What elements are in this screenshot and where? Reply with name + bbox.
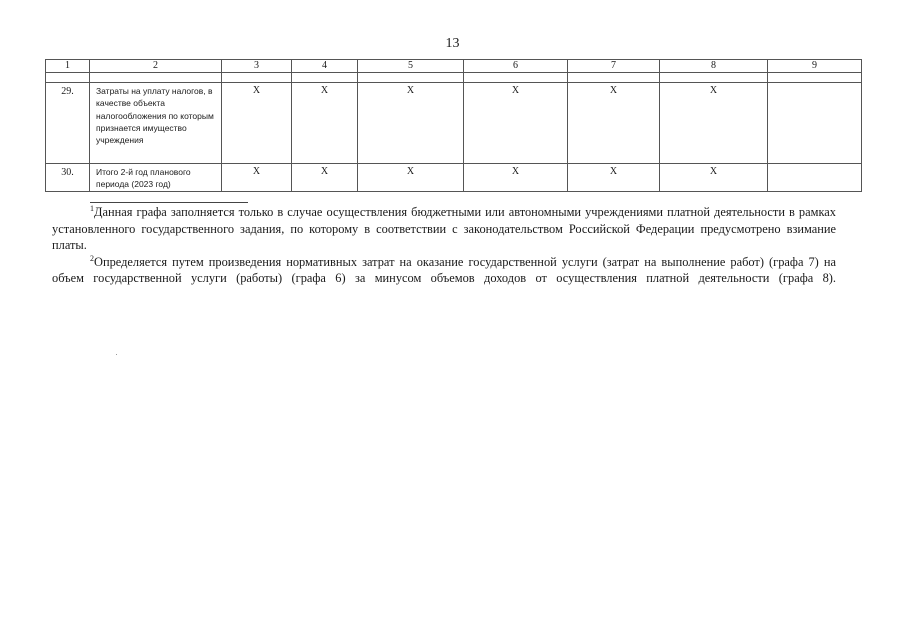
- row-number: 30.: [46, 164, 90, 192]
- column-number-row: [46, 60, 862, 73]
- footnote-text: Данная графа заполняется только в случае осуществления бюджетными или автономными учреждениями платной деятельности в рамках установленного государственного задания, по которому в соответствии с законодательством Российской Федерации предусмотрено взимание платы.: [52, 205, 836, 252]
- table-cell: Х: [568, 83, 660, 164]
- table-cell: [768, 164, 862, 192]
- footnote-text: Определяется путем произведения нормативных затрат на оказание государственной услуги (затрат на выполнение работ) (графа 7) на объем государственной услуги (работы) (графа 6) за минусом объемов доходов от осуществления платной деятельности (графа 8).: [52, 254, 836, 285]
- table-cell: Х: [660, 83, 768, 164]
- table-cell: Х: [464, 83, 568, 164]
- table-cell: Х: [292, 164, 358, 192]
- table-cell: Х: [568, 164, 660, 192]
- row-name: Итого 2-й год планового периода (2023 год): [90, 164, 222, 192]
- table-cell: Х: [464, 164, 568, 192]
- row-name: Затраты на уплату налогов, в качестве объекта налогообложения по которым признается имущество учреждения: [90, 83, 222, 164]
- row-number: 29.: [46, 83, 90, 164]
- column-header: 4: [292, 60, 358, 73]
- expense-table: [45, 59, 862, 192]
- spacer-row: [46, 73, 862, 83]
- column-header: 9: [768, 60, 862, 73]
- column-header: 7: [568, 60, 660, 73]
- column-header: 3: [222, 60, 292, 73]
- column-header: 6: [464, 60, 568, 73]
- table-row: [46, 83, 862, 164]
- footnote-1: [52, 204, 836, 254]
- table-cell: Х: [660, 164, 768, 192]
- table-cell: Х: [222, 83, 292, 164]
- column-header: 2: [90, 60, 222, 73]
- column-header: 5: [358, 60, 464, 73]
- page-number: 13: [445, 36, 460, 51]
- footnote-mark: 1: [90, 203, 94, 213]
- table-row: [46, 164, 862, 192]
- table-cell: Х: [222, 164, 292, 192]
- column-header: 8: [660, 60, 768, 73]
- table-cell: [768, 83, 862, 164]
- table-cell: Х: [358, 83, 464, 164]
- footnote-2: [52, 254, 836, 287]
- column-header: 1: [46, 60, 90, 73]
- table-cell: Х: [292, 83, 358, 164]
- footnote-mark: 2: [90, 253, 94, 263]
- scan-speck: [116, 354, 117, 355]
- footnotes: [52, 204, 836, 287]
- table-cell: Х: [358, 164, 464, 192]
- footnote-separator: [90, 202, 248, 203]
